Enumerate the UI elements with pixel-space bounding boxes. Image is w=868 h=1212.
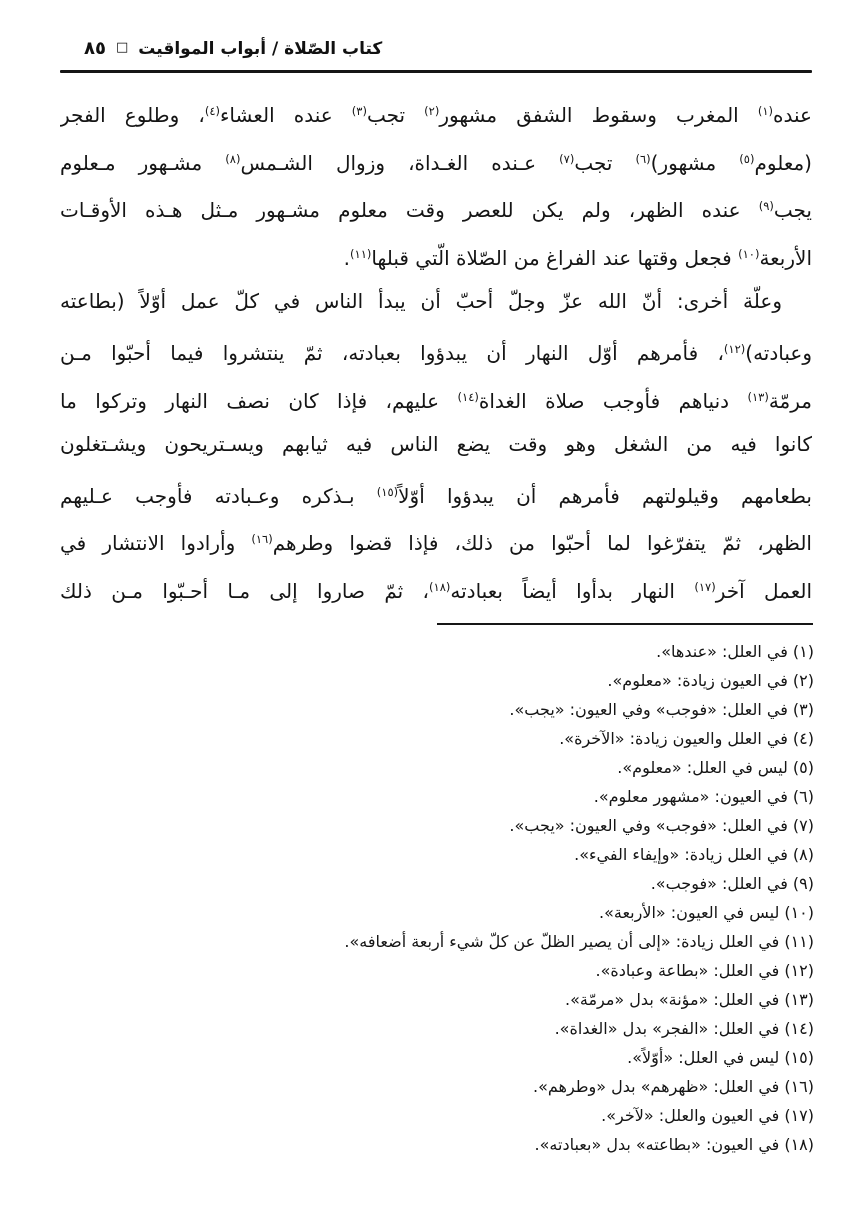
footnote-marker: (٦) <box>635 151 651 166</box>
footnote-marker: (١٦) <box>251 532 273 547</box>
footnote-marker: (٩) <box>758 199 774 214</box>
footnote-number: (٩) <box>792 874 814 893</box>
body-line: (معلوم$^{(٥)}$ مشهور)$^{(٦)}$ تجب$^{(٧)}$ عـنده الغـداة، وزوال الشـمس$^{(٨)}$ مشـهور مـعلوم <box>60 150 812 175</box>
footnote-number: (١٣) <box>784 990 814 1009</box>
footnote-item <box>56 1043 814 1072</box>
footnote-text: في العلل: «الفجر» بدل «الغداة». <box>554 1019 780 1038</box>
footnote-number: (٥) <box>792 758 814 777</box>
footnote-text: ليس في العيون: «الأربعة». <box>598 903 780 922</box>
footnote-marker: (٧) <box>559 151 575 166</box>
footnote-text: في العلل: «فوجب» وفي العيون: «يجب». <box>509 700 788 719</box>
footnote-marker: (١٨) <box>429 579 451 594</box>
footnote-marker: (٨) <box>225 151 241 166</box>
footnote-marker: (١٢) <box>723 341 746 356</box>
footnote-number: (١١) <box>784 932 814 951</box>
footnote-text: في العلل زيادة: «إلى أن يصير الظلّ عن كلّ شيء أربعة أضعافه». <box>344 932 780 951</box>
footnote-item <box>56 811 814 840</box>
body-line: يجب$^{(٩)}$ عنده الظهر، ولم يكن للعصر وقت معلوم مشـهور مـثل هـذه الأوقـات <box>60 198 812 223</box>
footnote-item <box>56 985 814 1014</box>
footnote-number: (٧) <box>792 816 814 835</box>
body-line: وعبادته)$^{(١٢)}$، فأمرهم أوّل النهار أن يبدؤوا بعبادته، ثمّ ينتشروا فيما أحبّوا مـن <box>60 340 812 365</box>
footnote-marker: (٣) <box>351 104 367 118</box>
footnote-number: (١٠) <box>784 903 814 922</box>
footnote-text: في العيون زيادة: «معلوم». <box>607 671 788 690</box>
footnote-marker: (١١) <box>350 246 372 261</box>
footnote-item <box>56 869 814 898</box>
footnote-item <box>56 1072 814 1101</box>
footnote-text: في العيون: «بطاعته» بدل «بعبادته». <box>534 1135 780 1154</box>
footnote-marker: (١٤) <box>457 389 479 404</box>
footnote-item <box>56 753 814 782</box>
page-header <box>84 38 382 59</box>
footnote-item <box>56 695 814 724</box>
footnote-marker: (٥) <box>739 151 755 166</box>
footnote-item <box>56 1101 814 1130</box>
footnote-number: (١) <box>792 642 814 661</box>
footnote-number: (٣) <box>792 700 814 719</box>
footnote-marker: (٤) <box>204 104 220 118</box>
footnote-marker: (١٥) <box>376 484 399 499</box>
footnote-item <box>56 927 814 956</box>
footnote-marker: (١٠) <box>738 246 760 261</box>
footnote-text: في العلل: «بطاعة وعبادة». <box>595 961 780 980</box>
footnote-number: (٦) <box>792 787 814 806</box>
header-rule <box>60 70 812 73</box>
footnote-number: (٢) <box>792 671 814 690</box>
body-line: عنده$^{(١)}$ المغرب وسقوط الشفق مشهور$^{(٢)}$ تجب$^{(٣)}$ عنده العشاء$^{(٤)}$، وطلوع الفجر <box>60 103 812 127</box>
footnote-marker: (١) <box>757 104 774 118</box>
footnote-number: (١٧) <box>784 1106 814 1125</box>
footnote-number: (٨) <box>792 845 814 864</box>
footnote-text: في العلل: «عندها». <box>656 642 788 661</box>
footnote-marker: (١٧) <box>694 579 716 594</box>
footnote-text: في العلل: «مؤنة» بدل «مرمّة». <box>565 990 780 1009</box>
body-line: بطعامهم وقيلولتهم فأمرهم أن يبدؤوا أوّلاً$^{(١٥)}$ بـذكره وعـبادته فأوجب عـليهم <box>60 483 812 508</box>
footnote-text: في العلل: «فوجب». <box>650 874 788 893</box>
footnote-number: (١٦) <box>784 1077 814 1096</box>
body-line: الظهر، ثمّ يتفرّغوا لما أحبّوا من ذلك، فإذا قضوا وطرهم$^{(١٦)}$ وأرادوا الانتشار في <box>60 531 812 556</box>
body-line: وعلّة أخرى: أنّ الله عزّ وجلّ أحبّ أن يبدأ الناس في كلّ عمل أوّلاً (بطاعته <box>60 289 782 314</box>
footnote-item <box>56 1014 814 1043</box>
footnote-item <box>56 898 814 927</box>
body-line: كانوا فيه من الشغل وهو وقت يضع الناس فيه ثيابهم ويسـتريحون ويشـتغلون <box>60 432 812 457</box>
footnote-item <box>56 637 814 666</box>
running-title: كتاب الصّلاة / أبواب المواقيت <box>138 38 383 59</box>
footnotes-section <box>56 637 814 1159</box>
body-line: العمل آخر$^{(١٧)}$ النهار بدأوا أيضاً بعبادته$^{(١٨)}$، ثمّ صاروا إلى مـا أحـبّوا مـن ذلك <box>60 578 812 603</box>
footnote-number: (١٥) <box>784 1048 814 1067</box>
footnote-number: (١٢) <box>784 961 814 980</box>
footnote-item <box>56 840 814 869</box>
footnote-item <box>56 666 814 695</box>
footnote-number: (١٤) <box>784 1019 814 1038</box>
footnote-item <box>56 724 814 753</box>
footnote-text: ليس في العلل: «معلوم». <box>617 758 788 777</box>
footnote-text: في العلل: «فوجب» وفي العيون: «يجب». <box>509 816 788 835</box>
body-line: الأربعة$^{(١٠)}$ فجعل وقتها عند الفراغ من الصّلاة الّتي قبلها$^{(١١)}$. <box>343 245 812 270</box>
footnote-item <box>56 956 814 985</box>
footnote-text: في العيون والعلل: «لآخر». <box>601 1106 780 1125</box>
footnote-text: في العيون: «مشهور معلوم». <box>593 787 788 806</box>
footnote-number: (٤) <box>792 729 814 748</box>
footnote-text: ليس في العلل: «أوّلاً». <box>627 1048 780 1067</box>
section-square-icon: □ <box>115 40 129 55</box>
footnote-text: في العلل: «ظهرهم» بدل «وطرهم». <box>533 1077 780 1096</box>
body-text <box>60 88 812 612</box>
footnote-text: في العلل والعيون زيادة: «الآخرة». <box>559 729 788 748</box>
body-line: مرمّة$^{(١٣)}$ دنياهم فأوجب صلاة الغداة$^{(١٤)}$ عليهم، فإذا كان نصف النهار وتركوا ما <box>60 388 812 413</box>
footnote-marker: (٢) <box>424 104 440 118</box>
footnote-item <box>56 782 814 811</box>
footnote-marker: (١٣) <box>747 389 769 404</box>
footnote-text: في العلل زيادة: «وإيفاء الفيء». <box>574 845 788 864</box>
footnote-number: (١٨) <box>784 1135 814 1154</box>
page-number: ٨٥ <box>84 38 106 59</box>
footnote-separator-rule <box>437 623 813 625</box>
footnote-item <box>56 1130 814 1159</box>
